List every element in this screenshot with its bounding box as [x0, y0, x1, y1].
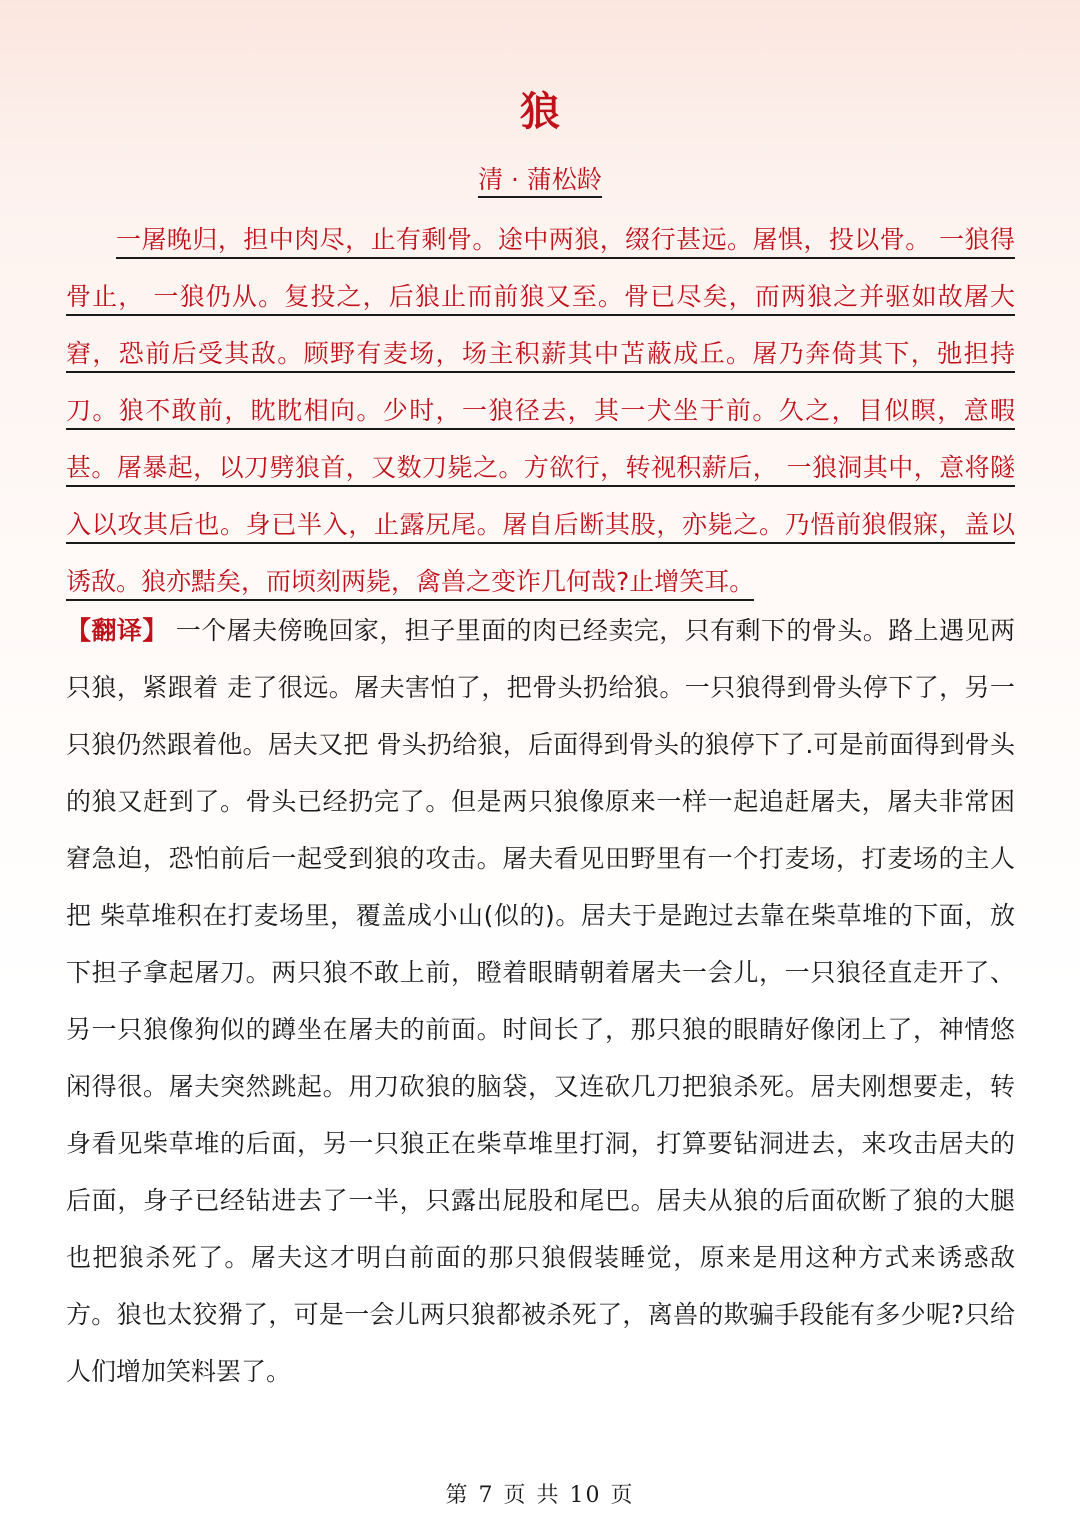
translation-label: 【翻译】 [66, 616, 168, 645]
translation-text: 一个屠夫傍晚回家，担子里面的肉已经卖完，只有剩下的骨头。路上遇见两只狼，紧跟着 走了很远。屠夫害怕了，把骨头扔给狼。一只狼得到骨头停下了，另一只狼仍然跟着他。居夫又把 骨头扔给狼，后面得到骨头的狼停下了.可是前面得到骨头的狼又赶到了。骨头已经扔完了。但是两只狼像原来一样一起追赶屠夫，屠夫非常困窘急迫，恐怕前后一起受到狼的攻击。屠夫看见田野里有一个打麦场，打麦场的主人把 柴草堆积在打麦场里，覆盖成小山(似的)。居夫于是跑过去靠在柴草堆的下面，放下担子拿起屠刀。两只狼不敢上前，瞪着眼睛朝着屠夫一会儿，一只狼径直走开了、另一只狼像狗似的蹲坐在屠夫的前面。时间长了，那只狼的眼睛好像闭上了，神情悠闲得很。屠夫突然跳起。用刀砍狼的脑袋，又连砍几刀把狼杀死。居夫刚想要走，转身看见柴草堆的后面，另一只狼正在柴草堆里打洞，打算要钻洞进去，来攻击居夫的后面，身子已经钻进去了一半，只露出屁股和尾巴。居夫从狼的后面砍断了狼的大腿也把狼杀死了。屠夫这才明白前面的那只狼假装睡觉，原来是用这种方式来诱惑敌方。狼也太狡猾了，可是一会儿两只狼都被杀死了，离兽的欺骗手段能有多少呢?只给人们增加笑料罢了。 [66, 616, 1015, 1386]
page-number: 第 7 页 共 10 页 [445, 1483, 635, 1508]
poem-title: 狼 [520, 89, 560, 135]
translation-paragraph [66, 602, 1015, 1400]
author-line [0, 160, 1080, 196]
original-text: 一屠晚归，担中肉尽，止有剩骨。途中两狼，缀行甚远。屠惧，投以骨。 一狼得骨止， 一狼仍从。复投之，后狼止而前狼又至。骨已尽矣，而两狼之并驱如故屠大窘，恐前后受其敌。顾野有麦场，场主积薪其中苫蔽成丘。屠乃奔倚其下，弛担持刀。狼不敢前，眈眈相向。少时，一狼径去，其一犬坐于前。久之，目似瞑，意暇甚。屠暴起，以刀劈狼首，又数刀毙之。方欲行，转视积薪后， 一狼洞其中，意将隧入以攻其后也。身已半入，止露尻尾。屠自后断其股，亦毙之。乃悟前狼假寐，盖以诱敌。狼亦黠矣，而顷刻两毙，禽兽之变诈几何哉?止增笑耳。 [66, 225, 1015, 601]
original-text-paragraph [66, 211, 1015, 610]
author-text: 清 · 蒲松龄 [478, 165, 602, 198]
